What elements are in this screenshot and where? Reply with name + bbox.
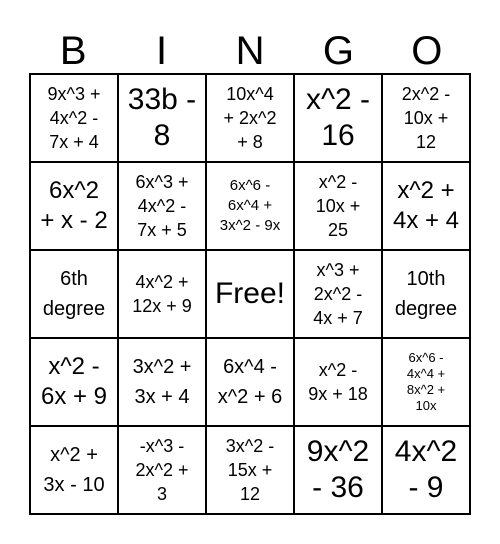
cell-text: 6x^4 - x^2 + 6 — [217, 356, 283, 408]
header-letter-b: B — [59, 29, 87, 73]
cell-text: x^3 + 2x^2 - 4x + 7 — [313, 260, 363, 328]
cell-text: 2x^2 - 10x + 12 — [401, 84, 451, 152]
bingo-cell[interactable] — [118, 426, 206, 514]
cell-text: 6x^3 + 4x^2 - 7x + 5 — [135, 172, 189, 240]
cell-text: -x^3 - 2x^2 + 3 — [135, 436, 189, 504]
cell-text: 4x^2 - 9 — [394, 435, 458, 504]
cell-text: x^2 + 4x + 4 — [392, 177, 460, 234]
header-letter-g: G — [322, 29, 354, 73]
bingo-cell[interactable] — [294, 162, 382, 250]
free-space-text: Free! — [214, 277, 286, 310]
cell-text: 33b - 8 — [127, 83, 197, 152]
bingo-cell[interactable] — [382, 338, 470, 426]
bingo-cell[interactable] — [206, 74, 294, 162]
cell-text: 6x^6 - 6x^4 + 3x^2 - 9x — [219, 177, 281, 234]
bingo-cell[interactable] — [382, 426, 470, 514]
cell-text: 9x^3 + 4x^2 - 7x + 4 — [47, 84, 101, 152]
bingo-cell[interactable] — [30, 338, 118, 426]
bingo-cell[interactable] — [118, 162, 206, 250]
bingo-cell[interactable] — [294, 426, 382, 514]
cell-text: 6x^6 - 4x^4 + 8x^2 + 10x — [406, 350, 446, 413]
bingo-cell[interactable] — [30, 250, 118, 338]
cell-text: 4x^2 + 12x + 9 — [132, 272, 192, 316]
cell-text: 10th degree — [394, 268, 458, 320]
header-letter-o: O — [411, 29, 443, 73]
bingo-cell[interactable] — [118, 250, 206, 338]
bingo-cell[interactable] — [118, 74, 206, 162]
cell-text: 9x^2 - 36 — [306, 435, 370, 504]
bingo-cell[interactable] — [118, 338, 206, 426]
cell-text: 10x^4 + 2x^2 + 8 — [223, 84, 277, 152]
bingo-cell[interactable] — [30, 162, 118, 250]
header-letter-i: I — [156, 29, 168, 73]
cell-text: 3x^2 - 15x + 12 — [225, 436, 275, 504]
bingo-grid — [29, 73, 471, 515]
bingo-cell[interactable] — [206, 426, 294, 514]
cell-text: x^2 - 9x + 18 — [308, 360, 368, 404]
cell-text: x^2 + 3x - 10 — [43, 444, 105, 496]
bingo-cell[interactable] — [382, 162, 470, 250]
cell-text: x^2 - 6x + 9 — [40, 353, 108, 410]
bingo-header — [29, 28, 471, 74]
bingo-cell[interactable] — [294, 338, 382, 426]
bingo-cell[interactable] — [294, 250, 382, 338]
bingo-cell[interactable] — [206, 162, 294, 250]
cell-text: 6th degree — [42, 268, 106, 320]
bingo-cell[interactable] — [30, 74, 118, 162]
cell-text: x^2 - 10x + 25 — [315, 172, 361, 240]
bingo-cell[interactable] — [382, 74, 470, 162]
bingo-cell[interactable] — [206, 338, 294, 426]
cell-text: 6x^2 + x - 2 — [40, 177, 108, 234]
cell-text: 3x^2 + 3x + 4 — [132, 356, 192, 408]
cell-text: x^2 - 16 — [305, 83, 371, 152]
bingo-cell[interactable] — [382, 250, 470, 338]
free-space-cell[interactable] — [206, 250, 294, 338]
header-letter-n: N — [235, 29, 265, 73]
bingo-cell[interactable] — [30, 426, 118, 514]
bingo-cell[interactable] — [294, 74, 382, 162]
